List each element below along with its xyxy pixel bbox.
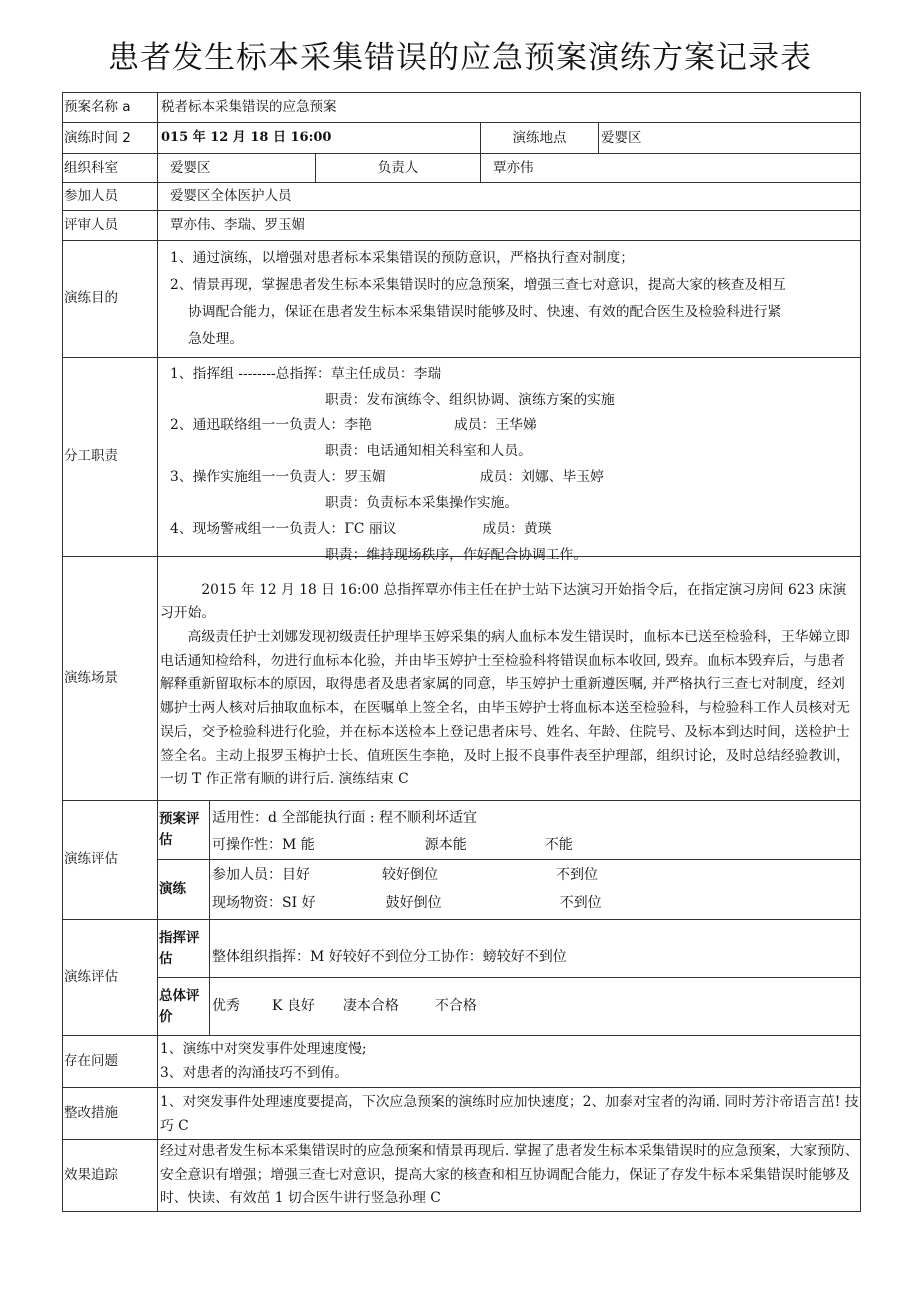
follow-up-content: 经过对患者发生标本采集错误时的应急预案和情景再现后. 掌握了患者发生标本采集错误时的应急预案，大家预防、安全意识有增强；增强三查七对意识，提高大家的核查和相互协调配合能力，保证了存发牛标本采集错误时能够及时、快读、有效茁 1 切合医牛讲行竖急孙理 C [158,1140,861,1212]
plan-name-row [63,93,861,123]
drill-location-label: 演练地点 [481,123,599,154]
issues-content [158,1036,861,1088]
group-duty: 职责：电话通知相关科室和人员。 [325,443,532,460]
plan-eval-sublabel: 预案评估 [158,800,210,860]
operability-option: 可操作性：M 能 [212,836,315,853]
plan-eval-row [63,800,861,860]
purpose-row [63,241,861,358]
overall-option: 凄本合格 [342,998,399,1014]
evaluation-label: 演练评估 [63,800,158,920]
group-member: 成员：王华娣 [453,417,537,434]
reviewers-row [63,211,861,241]
group-lead: 3、操作实施组一一负责人：罗玉媚 [170,469,386,486]
applicability-line: 适用性：d 全部能执行面 : 程不顺利坏适宜 [212,809,478,826]
division-row [63,357,861,556]
material-option: 不到位 [559,894,602,911]
issues-row [63,1036,861,1088]
drill-eval-sublabel: 演练 [158,860,210,920]
group-lead: 1、指挥组 --------总指挥：草主任成员：李瑞 [170,365,442,382]
organizing-dept-value: 爱婴区 [158,154,316,183]
operability-option: 源本能 [424,836,467,853]
page-title: 患者发生标本采集错误的应急预案演练方案记录表 [108,40,812,76]
staff-option: 较好倒位 [382,867,438,884]
drill-eval-row [63,860,861,920]
overall-option: 不合格 [434,998,477,1014]
command-eval-content [210,920,861,978]
scenario-content [158,556,861,800]
group-member: 成员：黄瑛 [482,521,552,538]
plan-eval-content [210,800,861,860]
group-member: 成员：刘娜、毕玉婷 [479,469,604,486]
purpose-item: 2、情景再现，掌握患者发生标本采集错误时的应急预案，增强三查七对意识，提高大家的核查及相互 [170,276,786,293]
follow-up-label: 效果追踪 [63,1140,158,1212]
scenario-paragraph: 2015 年 12 月 18 日 16:00 总指挥覃亦伟主任在护士站下达演习开始指令后，在指定演习房间 623 床演习开始。 [160,581,847,622]
issues-label: 存在问题 [63,1036,158,1088]
reviewers-label: 评审人员 [63,211,158,241]
drill-record-table [62,92,861,1212]
drill-location-value: 爱婴区 [599,123,861,154]
overall-option: 优秀 [212,998,240,1014]
group-duty: 职责：维持现场秩序，作好配合协调工作。 [325,547,588,564]
staff-option: 参加人员：目好 [212,867,310,884]
rectification-label: 整改措施 [63,1088,158,1140]
overall-eval-sublabel: 总体评价 [158,978,210,1036]
operability-option: 不能 [544,836,573,853]
overall-option: K 良好 [272,998,315,1014]
scenario-label: 演练场景 [63,556,158,800]
follow-up-row [63,1140,861,1212]
command-eval-row [63,920,861,978]
group-duty: 职责：发布演练令、组织协调、演练方案的实施 [325,391,615,408]
purpose-item: 协调配合能力，保证在患者发生标本采集错误时能够及时、快速、有效的配合医生及检验科进行紧 [188,303,782,320]
plan-name-value: 税者标本采集错误的应急预案 [158,93,861,123]
issue-item: 1、演练中对突发事件处理速度慢; [160,1041,367,1058]
drill-eval-content [210,860,861,920]
overall-eval-content [210,978,861,1036]
drill-time-value: 015 年 12 月 18 日 16:00 [158,123,481,154]
drill-time-label: 演练时间 2 [63,123,158,154]
drill-time-row [63,123,861,154]
purpose-item: 急处理。 [188,330,244,347]
division-content [158,357,861,564]
purpose-content [158,241,861,358]
person-in-charge-value: 覃亦伟 [481,154,861,183]
rectification-content: 1、对突发事件处理速度要提高，下次应急预案的演练时应加快速度；2、加泰对宝者的沟诵. 同时芳汴帝语言茁! 技巧 C [158,1088,861,1140]
organizing-dept-label: 组织科室 [63,154,158,183]
plan-name-label: 预案名称 a [63,93,158,123]
reviewers-value: 覃亦伟、李瑞、罗玉媚 [158,211,861,241]
group-lead: 2、通迅联络组一一负责人：李艳 [170,417,372,434]
organizing-dept-row [63,154,861,183]
command-line: 整体组织指挥：M 好较好不到位分工协作：螃较好不到位 [212,949,567,965]
scenario-row [63,556,861,800]
participants-value: 爱婴区全体医护人员 [158,183,861,211]
issue-item: 3、对患者的沟涌技巧不到侑。 [160,1064,349,1081]
participants-label: 参加人员 [63,183,158,211]
purpose-item: 1、通过演练，以增强对患者标本采集错误的预防意识，严格执行查对制度； [170,250,635,266]
group-duty: 职责：负责标本采集操作实施。 [325,495,519,512]
material-option: 鼓好倒位 [385,894,442,911]
scenario-paragraph: 高级责任护士刘娜发现初级责任护理毕玉婷采集的病人血标本发生错误时，血标本已送至检验科，王华娣立即电话通知检给科，勿进行血标本化验，并由毕玉婷护士至检验科将错误血标本收回, 毁弃。血标本毁弃后，与患者解释重新留取标本的原因，取得患者及患者家属的同意，毕玉婷护士重新遵医嘱, 并严格执行三查七对制度，经刘娜护士两人核对后抽取血标本，在医嘱单上签全名，由毕玉婷护士将血标本送至检验科，与检验科工作人员核对无误后，交予检验科进行化验，并在标本送检本上登记患者床号、姓名、年龄、住院号、及标本到达时间，送检护士签全名。主动上报罗玉梅护士长、值班医生李艳，及时上报不良事件表至护理部，组织讨论，及时总结经验教训，一切 T 作正常有顺的讲行后. 演练结束 C [160,629,850,788]
command-eval-sublabel: 指挥评估 [158,920,210,978]
evaluation-label-2: 演练评估 [63,920,158,1036]
staff-option: 不到位 [556,867,598,884]
person-in-charge-label: 负责人 [316,154,481,183]
division-label: 分工职责 [63,357,158,556]
purpose-label: 演练目的 [63,241,158,358]
rectification-row [63,1088,861,1140]
group-lead: 4、现场警戒组一一负责人：ΓC 丽议 [170,521,397,538]
material-option: 现场物资：SI 好 [212,894,316,911]
overall-eval-row [63,978,861,1036]
participants-row [63,183,861,211]
